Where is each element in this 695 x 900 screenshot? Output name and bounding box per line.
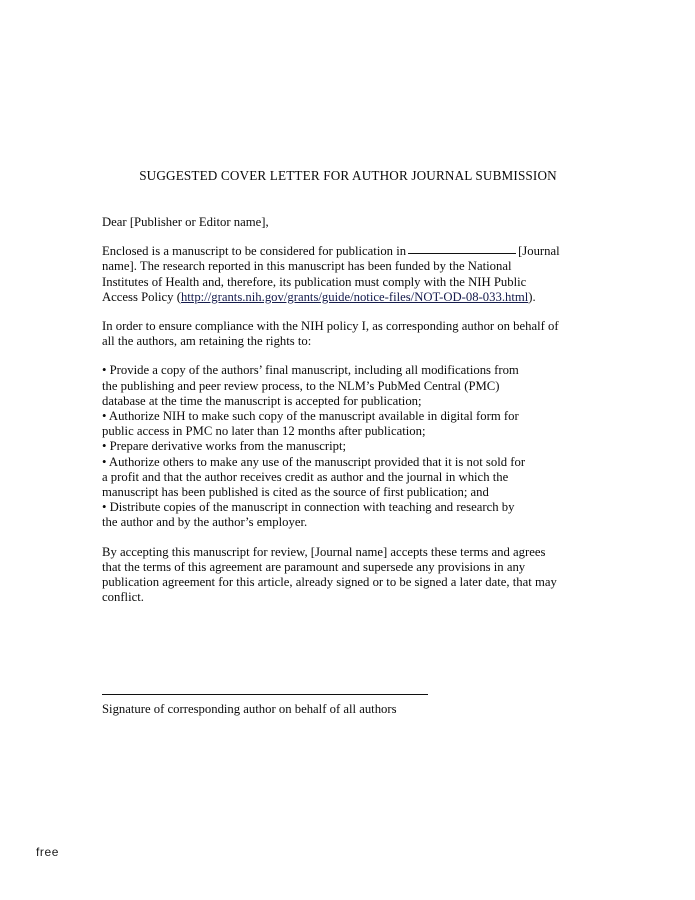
spacer-after-title — [102, 184, 594, 215]
intro-line-4-suffix: ). — [528, 289, 536, 304]
signature-line[interactable] — [102, 694, 428, 695]
closing-line-4: conflict. — [102, 590, 144, 605]
list-item-continuation: public access in PMC no later than 12 months after publication; — [102, 424, 426, 439]
salutation — [102, 215, 594, 230]
intro-paragraph — [102, 244, 594, 305]
intro-line-4-prefix: Access Policy ( — [102, 289, 181, 304]
intro-line-1 — [102, 244, 594, 259]
spacer-after-compliance — [102, 349, 594, 363]
salutation-text: Dear [Publisher or Editor name], — [102, 215, 269, 229]
list-item: • Authorize others to make any use of the manuscript provided that it is not sold for — [102, 454, 526, 469]
signature-caption: Signature of corresponding author on behalf of all authors — [102, 702, 397, 716]
closing-line-2: that the terms of this agreement are paramount and supersede any provisions in any — [102, 559, 526, 574]
intro-line-1-before-blank: Enclosed is a manuscript to be considered for publication in — [102, 244, 407, 259]
list-item: • Authorize NIH to make such copy of the manuscript available in digital form for — [102, 409, 519, 424]
list-item-continuation: manuscript has been published is cited as the source of first publication; and — [102, 485, 489, 500]
spacer-after-intro — [102, 305, 594, 319]
list-item-continuation: database at the time the manuscript is accepted for publication; — [102, 393, 422, 408]
spacer-after-bullets — [102, 531, 594, 545]
rights-bullet-list — [102, 363, 594, 530]
signature-block — [102, 694, 442, 717]
list-item: • Prepare derivative works from the manuscript; — [102, 439, 347, 454]
closing-line-1: By accepting this manuscript for review, [Journal name] accepts these terms and agrees — [102, 544, 546, 559]
intro-line-2: name]. The research reported in this manuscript has been funded by the National — [102, 259, 512, 274]
document-body — [102, 168, 594, 605]
intro-line-3: Institutes of Health and, therefore, its publication must comply with the NIH Public — [102, 274, 527, 289]
spacer-after-salutation — [102, 230, 594, 244]
closing-paragraph — [102, 545, 594, 606]
list-item-continuation: a profit and that the author receives credit as author and the journal in which the — [102, 469, 509, 484]
watermark-label: free — [36, 845, 60, 859]
list-item-continuation: the author and by the author’s employer. — [102, 515, 308, 530]
closing-line-3: publication agreement for this article, already signed or to be signed a later date, that may — [102, 575, 557, 590]
compliance-line-1: In order to ensure compliance with the NIH policy I, as corresponding author on behalf of — [102, 319, 559, 334]
intro-line-1-after-blank: [Journal — [518, 244, 560, 259]
journal-name-blank[interactable] — [408, 253, 516, 254]
list-item-continuation: the publishing and peer review process, to the NLM’s PubMed Central (PMC) — [102, 378, 500, 393]
list-item: • Provide a copy of the authors’ final manuscript, including all modifications from — [102, 363, 519, 378]
intro-line-4 — [102, 290, 594, 305]
page-title: SUGGESTED COVER LETTER FOR AUTHOR JOURNAL SUBMISSION — [139, 168, 557, 183]
compliance-paragraph — [102, 319, 594, 349]
nih-public-access-policy-link[interactable]: http://grants.nih.gov/grants/guide/notice-files/NOT-OD-08-033.html — [180, 289, 529, 304]
compliance-line-2: all the authors, am retaining the rights to: — [102, 334, 312, 349]
list-item: • Distribute copies of the manuscript in connection with teaching and research by — [102, 500, 515, 515]
